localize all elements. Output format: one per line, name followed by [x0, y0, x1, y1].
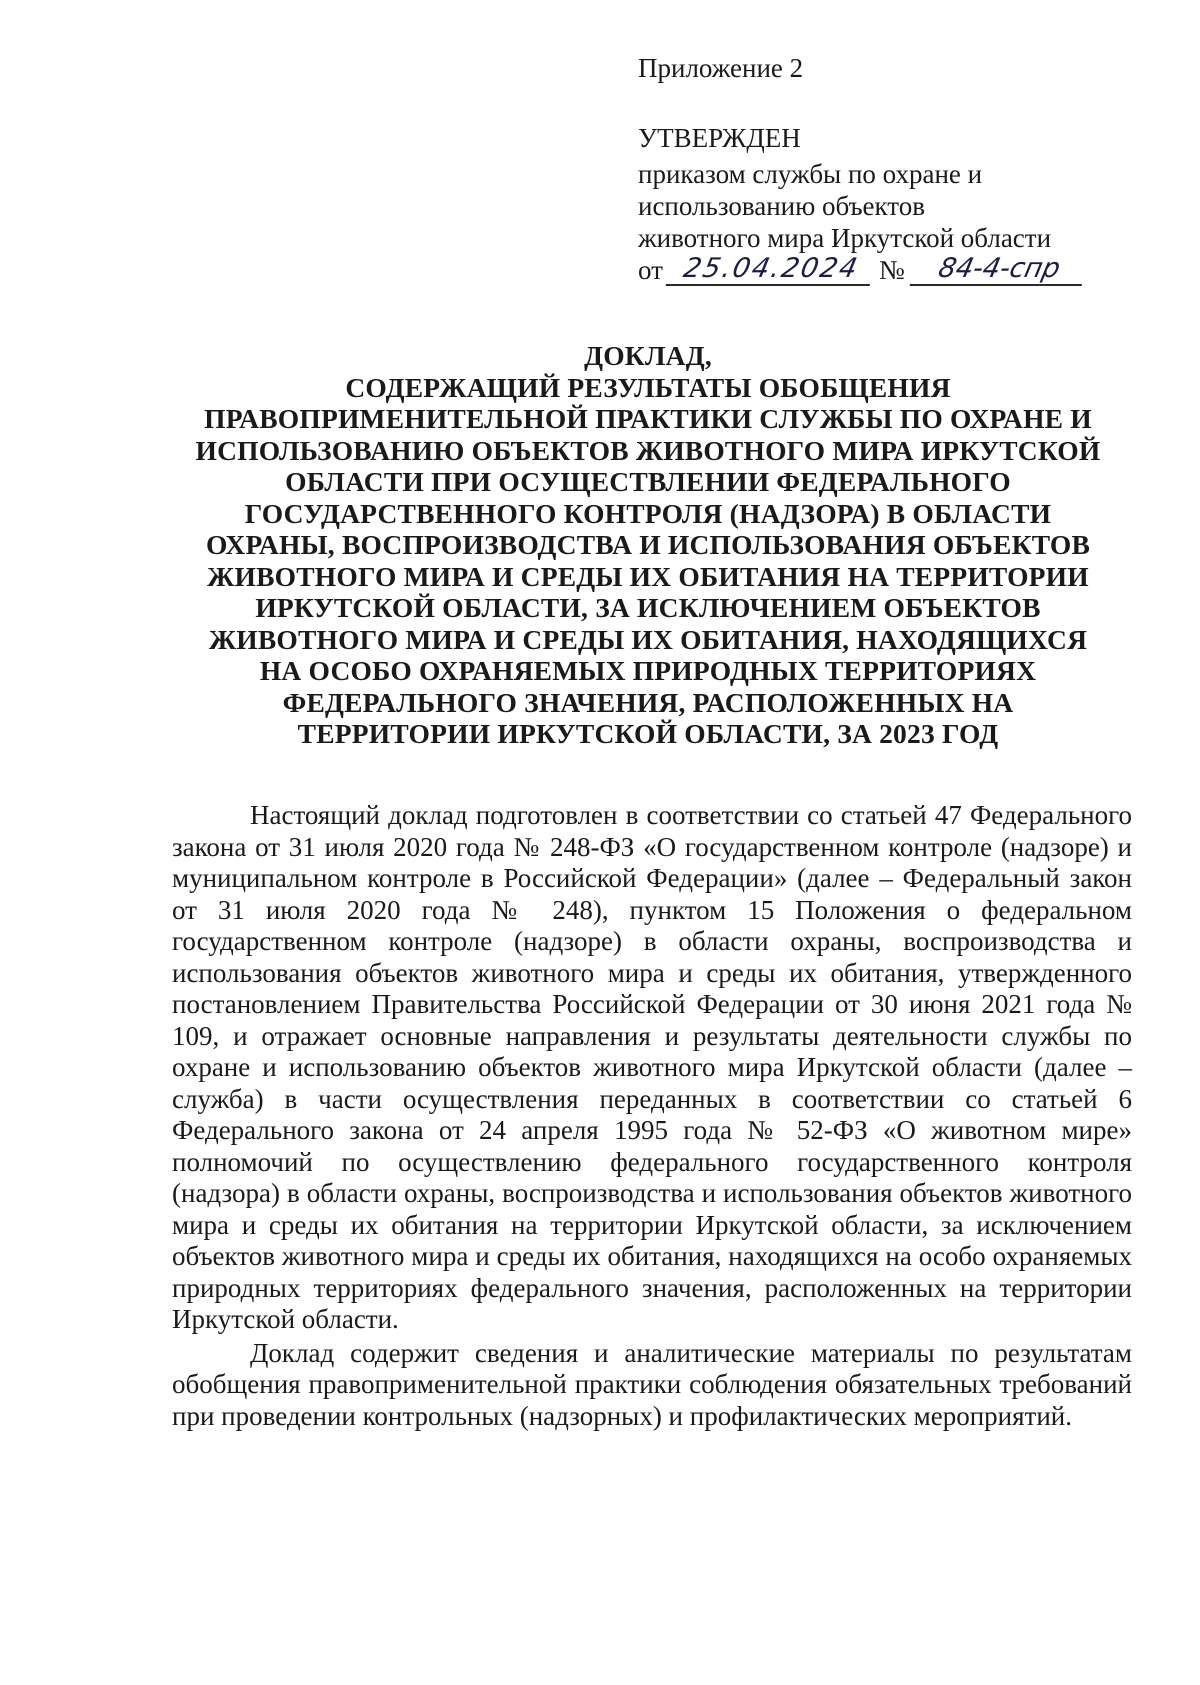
- title-line: НА ОСОБО ОХРАНЯЕМЫХ ПРИРОДНЫХ ТЕРРИТОРИЯХ: [259, 655, 1037, 686]
- title-line: ИРКУТСКОЙ ОБЛАСТИ, ЗА ИСКЛЮЧЕНИЕМ ОБЪЕКТОВ: [255, 592, 1041, 623]
- handwritten-order-date: 25.04.2024: [666, 254, 877, 286]
- title-line: СОДЕРЖАЩИЙ РЕЗУЛЬТАТЫ ОБОБЩЕНИЯ: [345, 371, 951, 403]
- body-paragraph-2: Доклад содержит сведения и аналитические материалы по результатам обобщения правоприменительной практики соблюдения обязательных требований при проведении контрольных (надзорных) и профилактических мероприятий.: [172, 1337, 1132, 1431]
- title-line: ОБЛАСТИ ПРИ ОСУЩЕСТВЛЕНИИ ФЕДЕРАЛЬНОГО: [285, 466, 1011, 497]
- date-prefix: от: [638, 255, 663, 285]
- report-body: [172, 800, 1132, 1432]
- body-paragraph-1: Настоящий доклад подготовлен в соответствии со статьей 47 Федерального закона от 31 июля 2020 года № 248-ФЗ «О государственном контроле (надзоре) и муниципальном контроле в Российской Федерации» (далее – Федеральный закон от 31 июля 2020 года № 248), пунктом 15 Положения о федеральном государственном контроле (надзоре) в области охраны, воспроизводства и использования объектов животного мира и среды их обитания, утвержденного постановлением Правительства Российской Федерации от 30 июня 2021 года № 109, и отражает основные направления и результаты деятельности службы по охране и использованию объектов животного мира Иркутской области (далее – служба) в части осуществления переданных в соответствии со статьей 6 Федерального закона от 24 апреля 1995 года № 52-ФЗ «О животном мире» полномочий по осуществлению федерального государственного контроля (надзора) в области охраны, воспроизводства и использования объектов животного мира и среды их обитания на территории Иркутской области, за исключением объектов животного мира и среды их обитания, находящихся на особо охраняемых природных территориях федерального значения, расположенных на территории Иркутской области.: [172, 800, 1132, 1334]
- title-line: ФЕДЕРАЛЬНОГО ЗНАЧЕНИЯ, РАСПОЛОЖЕННЫХ НА: [282, 686, 1014, 718]
- title-line: ПРАВОПРИМЕНИТЕЛЬНОЙ ПРАКТИКИ СЛУЖБЫ ПО ОХРАНЕ И: [204, 403, 1092, 434]
- title-line: ОХРАНЫ, ВОСПРОИЗВОДСТВА И ИСПОЛЬЗОВАНИЯ ОБЪЕКТОВ: [205, 529, 1091, 560]
- approved-stamp-label: УТВЕРЖДЕН: [638, 123, 801, 153]
- title-line: ЖИВОТНОГО МИРА И СРЕДЫ ИХ ОБИТАНИЯ, НАХОДЯЩИХСЯ: [208, 623, 1088, 655]
- approved-by-line-3: животного мира Иркутской области: [638, 223, 1052, 253]
- approved-by-line-2: использованию объектов: [638, 191, 925, 221]
- report-title: [168, 340, 1128, 750]
- appendix-label: Приложение 2: [638, 53, 804, 83]
- title-line: ДОКЛАД,: [584, 340, 712, 371]
- title-line: ИСПОЛЬЗОВАНИЮ ОБЪЕКТОВ ЖИВОТНОГО МИРА ИРКУТСКОЙ: [195, 434, 1101, 466]
- title-line: ТЕРРИТОРИИ ИРКУТСКОЙ ОБЛАСТИ, ЗА 2023 ГОД: [297, 718, 999, 749]
- order-date-number-line: [638, 254, 1158, 286]
- handwritten-order-number: 84-4-спр: [909, 254, 1088, 286]
- approval-header: [638, 52, 1158, 286]
- approved-by-line-1: приказом службы по охране и: [638, 159, 983, 189]
- title-line: ЖИВОТНОГО МИРА И СРЕДЫ ИХ ОБИТАНИЯ НА ТЕРРИТОРИИ: [207, 560, 1089, 592]
- title-line: ГОСУДАРСТВЕННОГО КОНТРОЛЯ (НАДЗОРА) В ОБЛАСТИ: [244, 497, 1052, 529]
- number-label: №: [878, 255, 905, 285]
